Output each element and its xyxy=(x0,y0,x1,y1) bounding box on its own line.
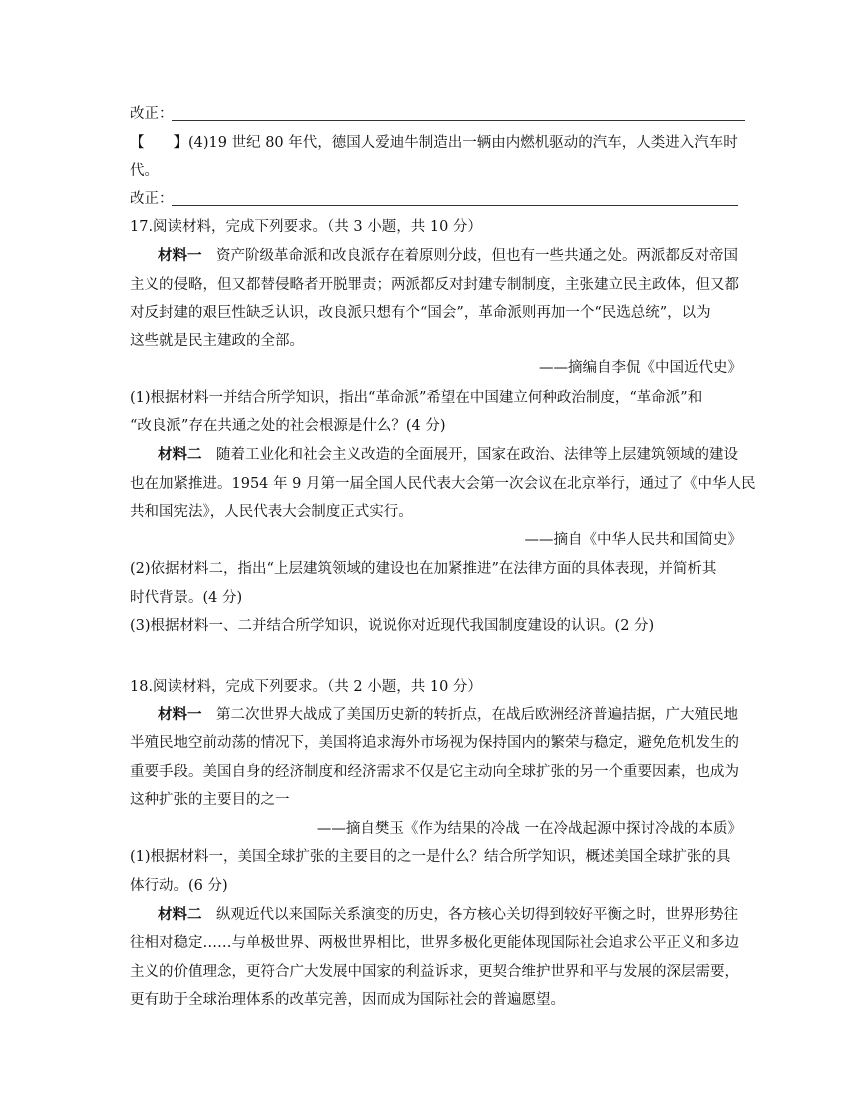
q17-material-2-line: 材料二 随着工业化和社会主义改造的全面展开，国家在政治、法律等上层建筑领域的建设 xyxy=(158,446,738,463)
q17-sub-question-1: (1)根据材料一并结合所学知识，指出“革命派”希望在中国建立何种政治制度，“革命派”和 xyxy=(130,390,703,406)
q17-material-1-line: 材料一 资产阶级革命派和改良派存在着原则分歧，但也有一些共通之处。两派都反对帝国 xyxy=(158,247,738,264)
question-18-title: 18.阅读材料，完成下列要求。（共 2 小题，共 10 分） xyxy=(130,679,482,695)
q17-material-2-line: 共和国宪法》，人民代表大会制度正式实行。 xyxy=(130,504,413,520)
q17-material-1-line: 对反封建的艰巨性缺乏认识，改良派只想有个“国会”，革命派则再加一个“民选总统”，以为 xyxy=(130,305,711,321)
correction-label: 改正： xyxy=(130,106,174,122)
q17-sub-question-3: (3)根据材料一、二并结合所学知识，说说你对近现代我国制度建设的认识。(2 分) xyxy=(130,618,655,634)
correction-line-2 xyxy=(130,189,174,209)
q17-material-2-source: ——摘自《中华人民共和国简史》 xyxy=(524,532,742,548)
q18-material-1-line: 材料一 第二次世界大战成了美国历史新的转折点，在战后欧洲经济普遍拮据，广大殖民地 xyxy=(158,706,738,723)
question-17-title: 17.阅读材料，完成下列要求。（共 3 小题，共 10 分） xyxy=(130,219,482,235)
q17-sub-question-2: 时代背景。(4 分) xyxy=(130,590,243,606)
q18-sub-question-1: (1)根据材料一，美国全球扩张的主要目的之一是什么？结合所学知识，概述美国全球扩张的具 xyxy=(130,849,731,865)
q18-sub-question-1: 体行动。(6 分) xyxy=(130,878,228,894)
material-label: 材料一 xyxy=(158,706,202,723)
material-label: 材料二 xyxy=(158,906,202,923)
correction-label: 改正： xyxy=(130,191,174,207)
q18-material-2-line: 材料二 纵观近代以来国际关系演变的历史，各方核心关切得到较好平衡之时，世界形势往 xyxy=(158,906,738,923)
true-false-item-4-continued: 代。 xyxy=(130,163,159,179)
answer-blank-2[interactable] xyxy=(172,205,738,206)
true-false-item-4: 【 】(4)19 世纪 80 年代，德国人爱迪牛制造出一辆由内燃机驱动的汽车，人类进入汽车时 xyxy=(130,135,738,151)
q18-material-1-source: ——摘自樊玉《作为结果的冷战 一在冷战起源中探讨冷战的本质》 xyxy=(316,821,742,837)
q17-material-1-source: ——摘编自李侃《中国近代史》 xyxy=(539,360,742,376)
q17-material-1-line: 这些就是民主建政的全部。 xyxy=(130,333,304,349)
correction-line-1 xyxy=(130,104,174,124)
q17-sub-question-2: (2)依据材料二，指出“上层建筑领域的建设也在加紧推进”在法律方面的具体表现，并简析其 xyxy=(130,561,717,577)
material-label: 材料一 xyxy=(158,247,202,264)
q17-sub-question-1: “改良派”存在共通之处的社会根源是什么？(4 分) xyxy=(130,418,446,434)
q17-material-1-line: 主义的侵略，但又都替侵略者开脱罪责；两派都反对封建专制制度，主张建立民主政体，但又都 xyxy=(130,277,739,293)
q18-material-2-line: 主义的价值理念，更符合广大发展中国家的利益诉求，更契合维护世界和平与发展的深层需要， xyxy=(130,964,739,980)
q18-material-1-line: 半殖民地空前动荡的情况下，美国将追求海外市场视为保持国内的繁荣与稳定，避免危机发生的 xyxy=(130,735,739,751)
q17-material-2-line: 也在加紧推进。1954 年 9 月第一届全国人民代表大会第一次会议在北京举行，通过了《中华人民 xyxy=(130,476,756,492)
answer-blank-1[interactable] xyxy=(172,120,745,121)
q18-material-1-line: 重要手段。美国自身的经济制度和经济需求不仅是它主动向全球扩张的另一个重要因素，也成为 xyxy=(130,764,739,780)
material-label: 材料二 xyxy=(158,446,202,463)
q18-material-2-line: 往相对稳定……与单极世界、两极世界相比，世界多极化更能体现国际社会追求公平正义和多边 xyxy=(130,935,739,951)
q18-material-1-line: 这种扩张的主要目的之一 xyxy=(130,792,290,808)
q18-material-2-line: 更有助于全球治理体系的改革完善，因而成为国际社会的普遍愿望。 xyxy=(130,992,565,1008)
